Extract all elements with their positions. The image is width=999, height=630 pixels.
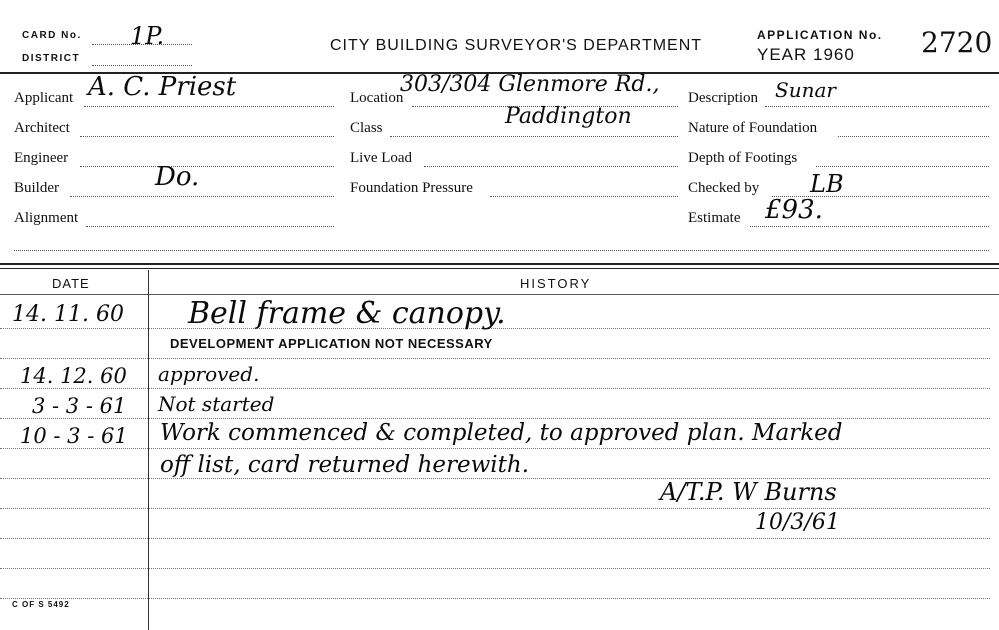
date-column-header: DATE — [52, 276, 90, 291]
description-label: Description — [688, 90, 758, 106]
history-top-rule-thin — [0, 268, 999, 269]
entry-text: Not started — [158, 392, 275, 416]
architect-label: Architect — [14, 120, 70, 136]
alignment-label: Alignment — [14, 210, 79, 226]
card-no-label: CARD No. — [22, 30, 82, 41]
application-number: 2720 — [921, 26, 993, 59]
card-no-value: 1P. — [130, 22, 165, 50]
history-header-rule — [0, 294, 999, 295]
entry-text: off list, card returned herewith. — [160, 452, 530, 478]
entry-text: approved. — [158, 362, 260, 386]
applicant-label: Applicant — [14, 90, 74, 106]
estimate-label: Estimate — [688, 210, 741, 226]
history-top-rule — [0, 263, 999, 265]
description-value: Sunar — [775, 78, 836, 102]
location-value-street: 303/304 Glenmore Rd., — [400, 72, 660, 97]
checked-by-value: LB — [810, 170, 844, 198]
engineer-label: Engineer — [14, 150, 69, 166]
signature-date: 10/3/61 — [755, 510, 840, 535]
depth-footings-label: Depth of Footings — [688, 150, 798, 166]
foundation-pressure-label: Foundation Pressure — [350, 180, 473, 196]
department-title: CITY BUILDING SURVEYOR'S DEPARTMENT — [330, 37, 703, 54]
year-label: YEAR 1960 — [757, 45, 855, 64]
stamp-development-application: DEVELOPMENT APPLICATION NOT NECESSARY — [170, 336, 493, 351]
class-label: Class — [350, 120, 383, 136]
entry-text: Work commenced & completed, to approved plan. Marked — [160, 420, 843, 446]
builder-value: Do. — [155, 162, 200, 192]
application-no-label: APPLICATION No. — [757, 28, 883, 42]
location-label: Location — [350, 90, 404, 106]
location-value-suburb: Paddington — [505, 104, 632, 129]
entry-date: 3 - 3 - 61 — [32, 394, 127, 418]
entry-date: 14. 12. 60 — [20, 364, 127, 388]
entry-text: Bell frame & canopy. — [188, 296, 506, 331]
entry-date: 14. 11. 60 — [12, 302, 124, 327]
applicant-value: A. C. Priest — [88, 72, 237, 102]
checked-by-label: Checked by — [688, 180, 760, 196]
district-label: DISTRICT — [22, 53, 81, 64]
live-load-label: Live Load — [350, 150, 413, 166]
builder-label: Builder — [14, 180, 59, 196]
estimate-value: £93. — [765, 195, 823, 225]
history-column-header: HISTORY — [520, 276, 592, 291]
entry-date: 10 - 3 - 61 — [20, 424, 128, 448]
date-column-divider — [148, 270, 149, 630]
signature: A/T.P. W Burns — [660, 478, 837, 506]
form-code: C OF S 5492 — [12, 600, 70, 609]
nature-foundation-label: Nature of Foundation — [688, 120, 818, 136]
